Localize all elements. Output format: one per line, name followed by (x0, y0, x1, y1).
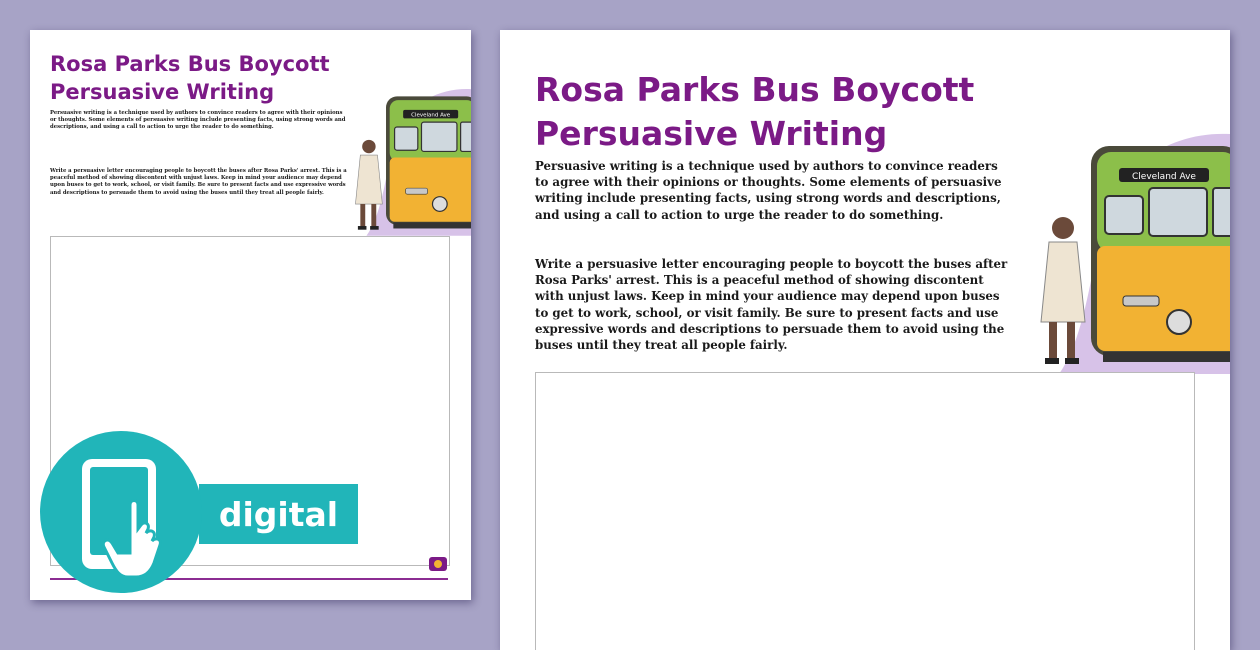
worksheet-title: Rosa Parks Bus Boycott Persuasive Writing (535, 70, 975, 153)
rosa-parks-bus-illustration (342, 84, 471, 236)
bus-illustration (386, 96, 471, 228)
bus-illustration (1091, 146, 1230, 362)
intro-paragraph: Persuasive writing is a technique used by authors to convince readers to agree with their opinions or thoughts. Some elements of persuasive writing include presenting facts, using strong words and descriptions, and using a call to action to urge the reader to do something. (535, 159, 1002, 222)
task-paragraph: Write a persuasive letter encouraging people to boycott the buses after Rosa Parks' arrest. This is a peaceful method of showing discontent with unjust laws. Keep in mind your audience may depend upon buses to get to work, school, or visit family. Be sure to present facts and use expressive words and descriptions to persuade them to avoid using the buses until they treat all people fairly. (535, 257, 1008, 353)
digital-badge-label: digital (199, 484, 358, 544)
task-paragraph: Write a persuasive letter encouraging people to boycott the buses after Rosa Parks' arrest. This is a peaceful method of showing discontent with unjust laws. Keep in mind your audience may depend upon buses to get to work, school, or visit family. Be sure to present facts and use expressive words and descriptions to persuade them to avoid using the buses until they treat all people fairly. (50, 168, 347, 196)
intro-paragraph: Persuasive writing is a technique used by authors to convince readers to agree with their opinions or thoughts. Some elements of persuasive writing include presenting facts, using strong words and descriptions, and using a call to action to urge the reader to do something. (50, 110, 346, 131)
worksheet-preview-large (500, 30, 1230, 650)
worksheet-title: Rosa Parks Bus Boycott Persuasive Writing (50, 52, 330, 104)
rosa-parks-bus-illustration (1019, 126, 1230, 374)
bus-sign: Cleveland Ave (1132, 172, 1196, 182)
answer-box[interactable] (535, 372, 1195, 650)
bus-sign: Cleveland Ave (411, 112, 451, 119)
tablet-tap-icon (40, 431, 202, 593)
twinkl-logo-icon (427, 554, 449, 574)
